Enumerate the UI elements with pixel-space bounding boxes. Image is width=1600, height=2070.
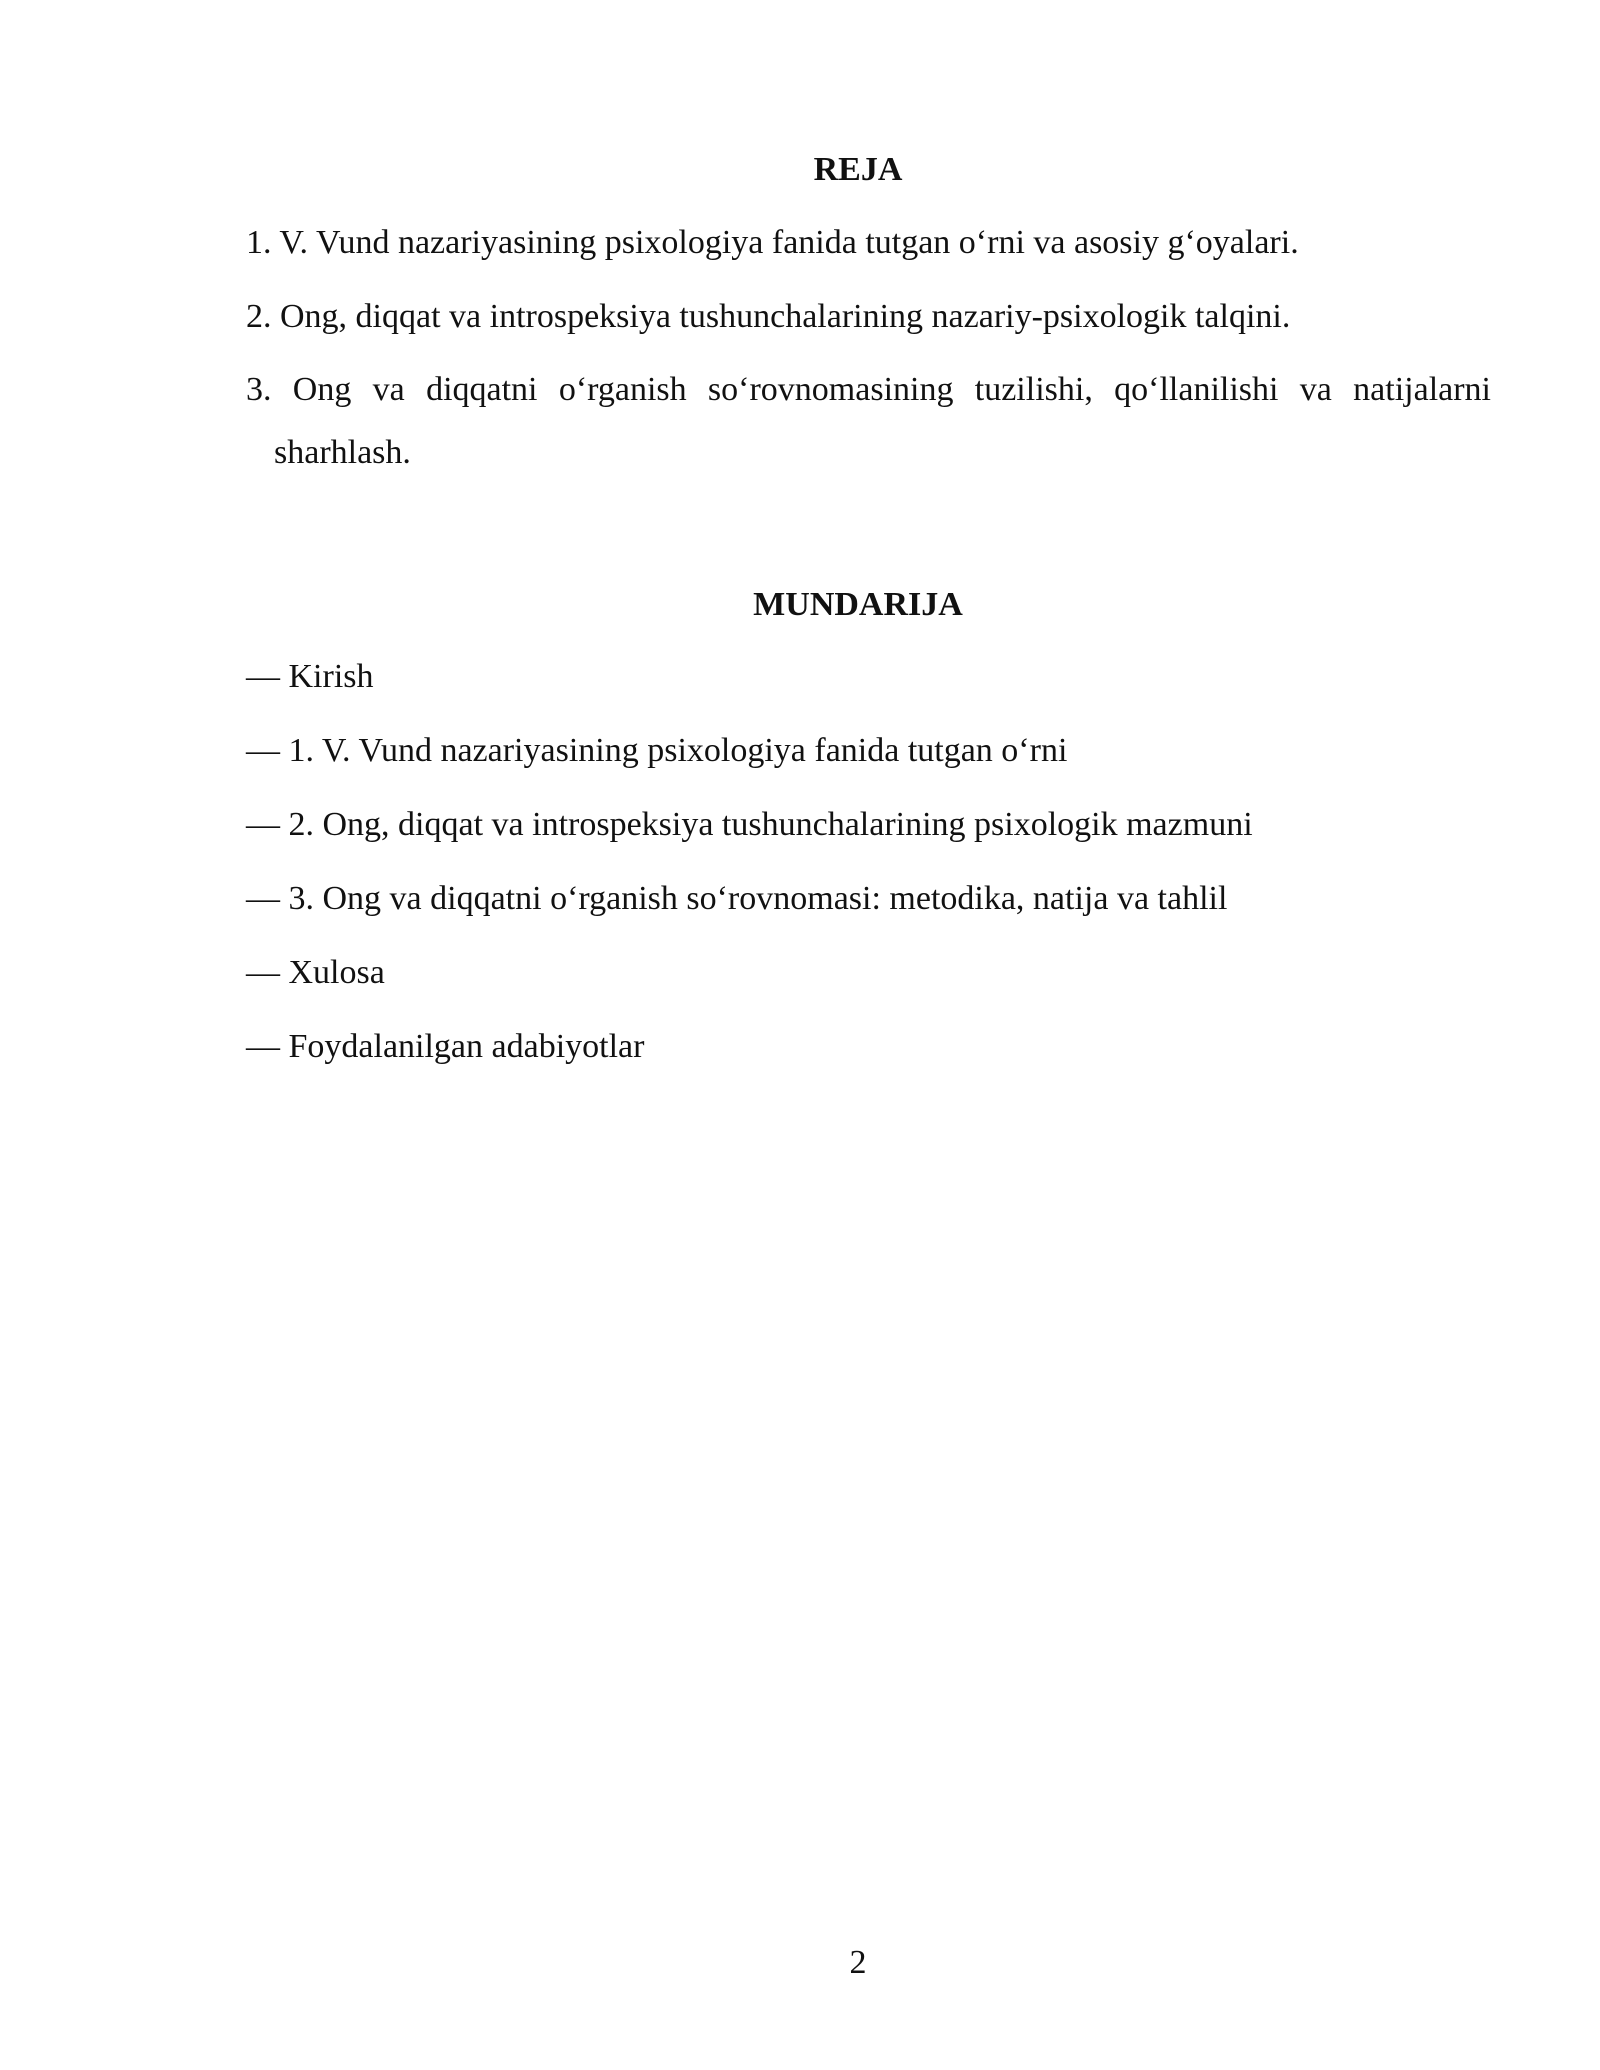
reja-item-2: 2. Ong, diqqat va introspeksiya tushunchalarining nazariy-psixologik talqini. [246,298,1291,335]
reja-heading: REJA [813,151,903,188]
reja-item-3: 3. Ong va diqqatni o‘rganish so‘rovnomasining tuzilishi, qo‘llanilishi va natijalarni [246,371,1491,408]
reja-item-1: 1. V. Vund nazariyasining psixologiya fanida tutgan o‘rni va asosiy g‘oyalari. [246,224,1299,261]
toc-item-3: — 3. Ong va diqqatni o‘rganish so‘rovnomasi: metodika, natija va tahlil [246,880,1228,917]
mundarija-heading: MUNDARIJA [753,586,963,623]
toc-item-kirish: — Kirish [246,658,374,695]
toc-item-2: — 2. Ong, diqqat va introspeksiya tushunchalarining psixologik mazmuni [246,806,1253,843]
toc-item-xulosa: — Xulosa [246,954,385,991]
toc-item-1: — 1. V. Vund nazariyasining psixologiya fanida tutgan o‘rni [246,732,1068,769]
page-number: 2 [849,1944,867,1981]
reja-item-3-continuation: sharhlash. [274,434,411,471]
toc-item-adabiyotlar: — Foydalanilgan adabiyotlar [246,1028,645,1065]
